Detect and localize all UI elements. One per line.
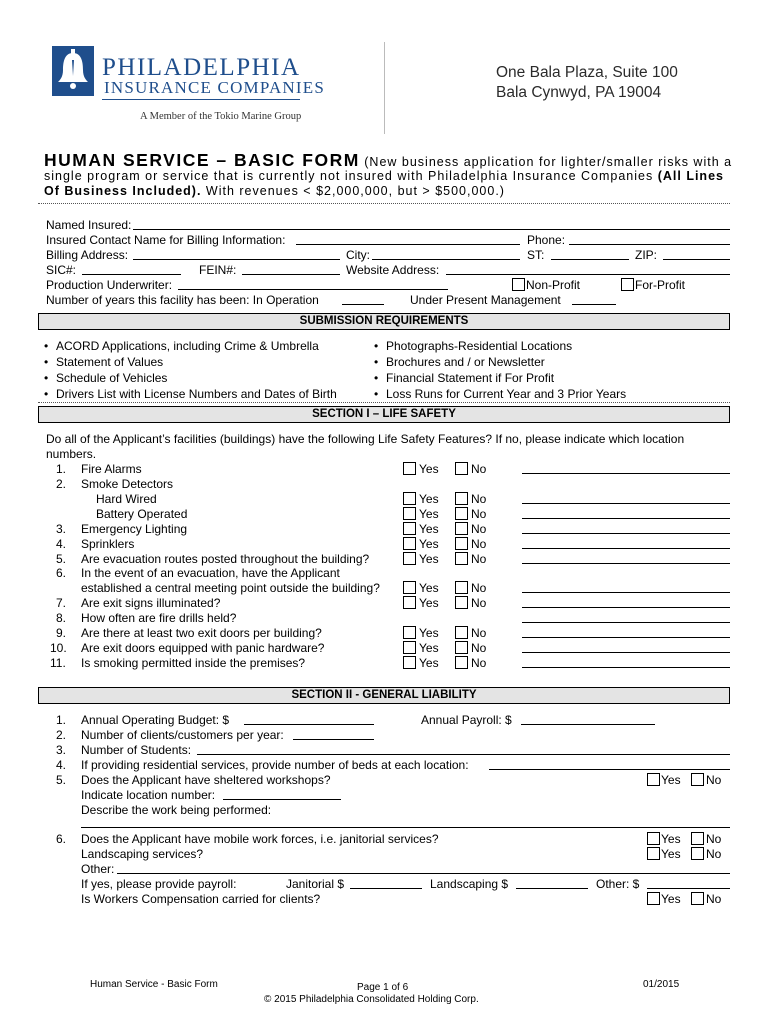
footer-date: 01/2015: [643, 979, 680, 990]
footer-copyright: © 2015 Philadelphia Consolidated Holding Corp.: [264, 994, 479, 1005]
no-label: No: [706, 832, 722, 846]
yes-checkbox[interactable]: [403, 537, 416, 550]
workers-comp-no-checkbox[interactable]: [691, 892, 704, 905]
no-label: No: [471, 522, 487, 536]
yes-label: Yes: [419, 596, 439, 610]
annual-payroll-field[interactable]: [521, 724, 655, 725]
non-profit-checkbox[interactable]: [512, 278, 525, 291]
yes-checkbox[interactable]: [403, 522, 416, 535]
clients-per-year-label: Number of clients/customers per year:: [81, 728, 284, 742]
other-services-field[interactable]: [117, 873, 730, 874]
no-label: No: [471, 581, 487, 595]
payroll-breakdown-label: If yes, please provide payroll:: [81, 877, 237, 891]
landscaping-label: Landscaping services?: [81, 847, 204, 861]
list-item: • Brochures and / or Newsletter: [386, 355, 545, 369]
question-smoke-detectors: Smoke Detectors: [81, 477, 174, 491]
address-line-1: One Bala Plaza, Suite 100: [496, 64, 678, 81]
location-number-field[interactable]: [223, 799, 341, 800]
no-label: No: [706, 892, 722, 906]
years-operation-label: Number of years this facility has been: In Operation: [46, 293, 319, 307]
question-number: 8.: [56, 611, 67, 625]
no-checkbox[interactable]: [455, 596, 468, 609]
question-emergency-lighting: Emergency Lighting: [81, 522, 188, 536]
named-insured-field[interactable]: [133, 229, 730, 230]
years-management-field[interactable]: [572, 304, 616, 305]
workers-comp-yes-checkbox[interactable]: [647, 892, 660, 905]
form-title-sub2-bold: (All Lines: [657, 169, 724, 183]
form-title-sub2: single program or service that is currently not insured with Philadelphia Insurance Companies: [44, 169, 654, 183]
question-exit-signs: Are exit signs illuminated?: [81, 596, 221, 610]
question-number: 3.: [56, 522, 67, 536]
location-number-label: Indicate location number:: [81, 788, 216, 802]
question-number: 10.: [50, 641, 67, 655]
yes-checkbox[interactable]: [403, 596, 416, 609]
question-number: 5.: [56, 773, 67, 787]
no-checkbox[interactable]: [455, 492, 468, 505]
logo-subtitle: INSURANCE COMPANIES: [104, 78, 326, 97]
list-item: • Schedule of Vehicles: [56, 371, 167, 385]
city-field[interactable]: [372, 259, 520, 260]
mobile-work-forces-label: Does the Applicant have mobile work forces, i.e. janitorial services?: [81, 832, 439, 846]
question-number: 7.: [56, 596, 67, 610]
producer-label: Production Underwriter:: [46, 278, 173, 292]
named-insured-label: Named Insured:: [46, 218, 132, 232]
yes-label: Yes: [661, 773, 681, 787]
question-number: 2.: [56, 477, 67, 491]
section1-intro: Do all of the Applicant’s facilities (buildings) have the following Life Safety Features? If no, please indicate which location: [46, 432, 685, 446]
no-checkbox[interactable]: [455, 522, 468, 535]
no-label: No: [471, 596, 487, 610]
other-payroll-field[interactable]: [647, 888, 730, 889]
question-meeting-point-cont: established a central meeting point outside the building?: [81, 581, 380, 595]
question-number: 4.: [56, 537, 67, 551]
yes-label: Yes: [419, 462, 439, 476]
sheltered-yes-checkbox[interactable]: [647, 773, 660, 786]
section2-heading: SECTION II - GENERAL LIABILITY: [38, 687, 730, 704]
sheltered-no-checkbox[interactable]: [691, 773, 704, 786]
question-smoking: Is smoking permitted inside the premises?: [81, 656, 306, 670]
question-number: 4.: [56, 758, 67, 772]
form-title: [44, 150, 732, 171]
janitorial-label: Janitorial $: [286, 877, 345, 891]
fein-label: FEIN#:: [199, 263, 237, 277]
yes-label: Yes: [419, 581, 439, 595]
location-numbers-field[interactable]: [522, 473, 730, 474]
phone-label: Phone:: [527, 233, 566, 247]
question-number: 6.: [56, 832, 67, 846]
no-label: No: [471, 462, 487, 476]
location-numbers-field[interactable]: [522, 592, 730, 593]
state-field[interactable]: [551, 259, 629, 260]
no-label: No: [471, 626, 487, 640]
question-evacuation-routes: Are evacuation routes posted throughout the building?: [81, 552, 370, 566]
students-label: Number of Students:: [81, 743, 192, 757]
question-number: 11.: [50, 656, 66, 670]
no-checkbox[interactable]: [455, 656, 468, 669]
location-numbers-field[interactable]: [522, 652, 730, 653]
list-item: • Loss Runs for Current Year and 3 Prior Years: [386, 387, 626, 401]
work-description-label: Describe the work being performed:: [81, 803, 272, 817]
footer-page-number: Page 1 of 6: [357, 982, 409, 993]
mobile-yes-checkbox[interactable]: [647, 832, 660, 845]
yes-label: Yes: [419, 537, 439, 551]
yes-label: Yes: [661, 892, 681, 906]
no-label: No: [471, 552, 487, 566]
no-label: No: [471, 641, 487, 655]
no-label: No: [471, 507, 487, 521]
list-item: • ACORD Applications, including Crime & Umbrella: [56, 339, 319, 353]
yes-checkbox[interactable]: [403, 492, 416, 505]
state-label: ST:: [527, 248, 545, 262]
zip-label: ZIP:: [635, 248, 658, 262]
question-number: 1.: [56, 713, 67, 727]
operating-budget-field[interactable]: [244, 724, 374, 725]
yes-label: Yes: [661, 832, 681, 846]
form-title-main: HUMAN SERVICE – BASIC FORM: [44, 150, 360, 170]
residential-beds-field[interactable]: [489, 769, 730, 770]
sheltered-workshops-label: Does the Applicant have sheltered workshops?: [81, 773, 331, 787]
yes-checkbox[interactable]: [403, 552, 416, 565]
yes-checkbox[interactable]: [403, 507, 416, 520]
yes-checkbox[interactable]: [403, 462, 416, 475]
work-description-field[interactable]: [81, 827, 730, 828]
logo-name: PHILADELPHIA: [102, 54, 301, 81]
no-checkbox[interactable]: [455, 462, 468, 475]
no-label: No: [471, 537, 487, 551]
yes-label: Yes: [419, 656, 439, 670]
section1-intro-cont: numbers.: [46, 447, 97, 461]
location-numbers-field[interactable]: [522, 533, 730, 534]
location-numbers-field[interactable]: [522, 563, 730, 564]
yes-label: Yes: [419, 507, 439, 521]
question-fire-alarms: Fire Alarms: [81, 462, 142, 476]
list-item: • Photographs-Residential Locations: [386, 339, 572, 353]
annual-payroll-label: Annual Payroll: $: [421, 713, 512, 727]
other-services-label: Other:: [81, 862, 115, 876]
billing-address-label: Billing Address:: [46, 248, 129, 262]
question-panic-hardware: Are exit doors equipped with panic hardware?: [81, 641, 325, 655]
form-title-line3: [44, 184, 505, 198]
title-separator: [38, 203, 730, 204]
producer-field[interactable]: [178, 289, 448, 290]
workers-comp-label: Is Workers Compensation carried for clients?: [81, 892, 321, 906]
submission-separator: [38, 402, 730, 403]
header-divider: [384, 42, 385, 134]
section1-heading: SECTION I – LIFE SAFETY: [38, 406, 730, 423]
form-title-sub1: (New business application for lighter/smaller risks with a: [364, 155, 733, 169]
students-field[interactable]: [197, 754, 730, 755]
list-item: • Statement of Values: [56, 355, 163, 369]
location-numbers-field[interactable]: [522, 667, 730, 668]
question-two-exits: Are there at least two exit doors per building?: [81, 626, 322, 640]
yes-checkbox[interactable]: [403, 656, 416, 669]
question-meeting-point: In the event of an evacuation, have the Applicant: [81, 566, 340, 580]
clients-per-year-field[interactable]: [293, 739, 374, 740]
billing-address-field[interactable]: [133, 259, 340, 260]
question-hard-wired: Hard Wired: [96, 492, 157, 506]
sic-label: SIC#:: [46, 263, 77, 277]
yes-checkbox[interactable]: [403, 641, 416, 654]
janitorial-field[interactable]: [350, 888, 422, 889]
website-field[interactable]: [446, 274, 730, 275]
yes-label: Yes: [419, 641, 439, 655]
list-item: • Drivers List with License Numbers and Dates of Birth: [56, 387, 337, 401]
location-numbers-field[interactable]: [522, 503, 730, 504]
yes-label: Yes: [419, 552, 439, 566]
no-checkbox[interactable]: [455, 626, 468, 639]
yes-label: Yes: [419, 492, 439, 506]
other-payroll-label: Other: $: [596, 877, 640, 891]
no-checkbox[interactable]: [455, 581, 468, 594]
landscaping-yes-checkbox[interactable]: [647, 847, 660, 860]
question-number: 3.: [56, 743, 67, 757]
address-line-2: Bala Cynwyd, PA 19004: [496, 84, 662, 101]
years-management-label: Under Present Management: [410, 293, 561, 307]
location-numbers-field[interactable]: [522, 622, 730, 623]
question-number: 5.: [56, 552, 67, 566]
yes-checkbox[interactable]: [403, 581, 416, 594]
sic-field[interactable]: [82, 274, 181, 275]
question-fire-drills: How often are fire drills held?: [81, 611, 237, 625]
logo-divider: [102, 99, 300, 100]
operating-budget-label: Annual Operating Budget: $: [81, 713, 230, 727]
no-label: No: [706, 847, 722, 861]
no-label: No: [471, 492, 487, 506]
question-number: 9.: [56, 626, 67, 640]
for-profit-label: For-Profit: [635, 278, 686, 292]
question-number: 2.: [56, 728, 67, 742]
landscaping-payroll-field[interactable]: [516, 888, 588, 889]
mobile-no-checkbox[interactable]: [691, 832, 704, 845]
location-numbers-field[interactable]: [522, 548, 730, 549]
yes-label: Yes: [419, 522, 439, 536]
submission-heading: SUBMISSION REQUIREMENTS: [38, 313, 730, 330]
location-numbers-field[interactable]: [522, 637, 730, 638]
no-checkbox[interactable]: [455, 641, 468, 654]
no-checkbox[interactable]: [455, 537, 468, 550]
yes-checkbox[interactable]: [403, 626, 416, 639]
city-label: City:: [346, 248, 370, 262]
residential-beds-label: If providing residential services, provide number of beds at each location:: [81, 758, 469, 772]
landscaping-payroll-label: Landscaping $: [430, 877, 509, 891]
no-label: No: [706, 773, 722, 787]
fein-field[interactable]: [242, 274, 340, 275]
website-label: Website Address:: [346, 263, 440, 277]
non-profit-label: Non-Profit: [526, 278, 581, 292]
years-operation-field[interactable]: [342, 304, 384, 305]
liberty-bell-icon: [52, 46, 94, 96]
footer-form-name: Human Service - Basic Form: [90, 979, 218, 990]
phone-field[interactable]: [569, 244, 730, 245]
contact-name-label: Insured Contact Name for Billing Information:: [46, 233, 286, 247]
for-profit-checkbox[interactable]: [621, 278, 634, 291]
question-number: 6.: [56, 566, 67, 580]
yes-label: Yes: [419, 626, 439, 640]
form-title-sub3-bold: Of Business Included).: [44, 184, 202, 198]
no-label: No: [471, 656, 487, 670]
form-title-sub3: With revenues < $2,000,000, but > $500,000.): [205, 184, 505, 198]
question-number: 1.: [56, 462, 67, 476]
list-item: • Financial Statement if For Profit: [386, 371, 554, 385]
question-battery-operated: Battery Operated: [96, 507, 188, 521]
location-numbers-field[interactable]: [522, 518, 730, 519]
question-sprinklers: Sprinklers: [81, 537, 135, 551]
logo-member-text: A Member of the Tokio Marine Group: [140, 111, 302, 122]
location-numbers-field[interactable]: [522, 607, 730, 608]
no-checkbox[interactable]: [455, 507, 468, 520]
form-title-line2: [44, 169, 724, 183]
zip-field[interactable]: [663, 259, 730, 260]
contact-name-field[interactable]: [296, 244, 520, 245]
yes-label: Yes: [661, 847, 681, 861]
no-checkbox[interactable]: [455, 552, 468, 565]
landscaping-no-checkbox[interactable]: [691, 847, 704, 860]
